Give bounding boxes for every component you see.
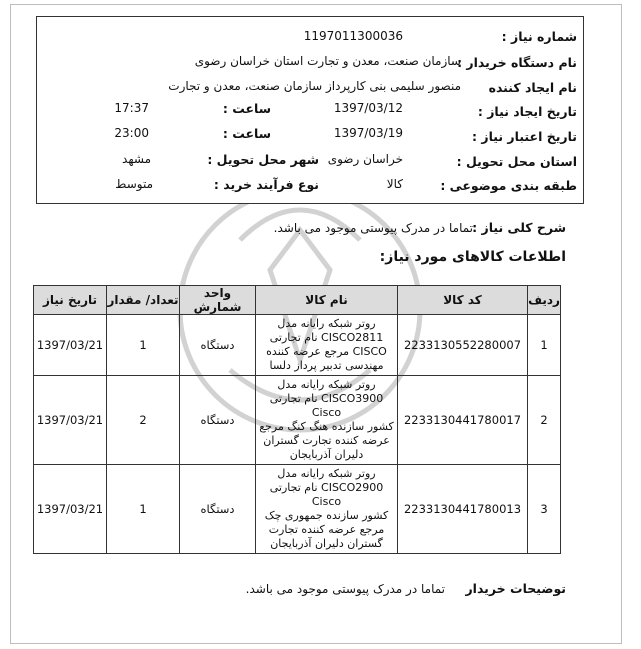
header-date: تاریخ نیاز — [34, 286, 107, 315]
process-value: متوسط — [115, 177, 153, 191]
items-table — [33, 285, 561, 554]
cell-name — [256, 315, 398, 376]
name-line: CISCO مرجع عرضه کننده — [266, 345, 387, 358]
process-label: نوع فرآیند خرید : — [213, 177, 319, 192]
delivery-city-value: مشهد — [122, 152, 151, 166]
cell-qty: 2 — [107, 376, 180, 465]
cell-date: 1397/03/21 — [34, 315, 107, 376]
cell-date: 1397/03/21 — [34, 465, 107, 554]
name-line: CISCO3900 نام تجارتی Cisco — [269, 392, 384, 419]
category-value: کالا — [386, 177, 403, 191]
cell-unit: دستگاه — [180, 376, 256, 465]
delivery-city-label: شهر محل تحویل : — [207, 152, 319, 167]
buyer-notes-value: تماما در مدرک پیوستی موجود می باشد. — [245, 582, 445, 596]
cell-date: 1397/03/21 — [34, 376, 107, 465]
buyer-org-value: سازمان صنعت، معدن و تجارت استان خراسان رضوی — [194, 54, 461, 68]
name-line: عرضه کننده تجارت گستران — [263, 434, 390, 447]
cell-unit: دستگاه — [180, 465, 256, 554]
header-code: کد کالا — [398, 286, 528, 315]
created-time-value: 17:37 — [114, 101, 149, 115]
cell-code: 2233130552280007 — [398, 315, 528, 376]
need-number-label: شماره نیاز : — [501, 29, 577, 44]
header-row-index: ردیف — [528, 286, 561, 315]
valid-time-label: ساعت : — [222, 126, 271, 141]
valid-date-label: تاریخ اعتبار نیاز : — [472, 129, 577, 144]
need-number-value: 1197011300036 — [303, 29, 403, 43]
summary-label: شرح کلی نیاز : — [472, 220, 566, 235]
name-line: روتر شبکه رایانه مدل — [277, 378, 376, 391]
table-row — [34, 465, 561, 554]
items-title: اطلاعات کالاهای مورد نیاز: — [379, 249, 566, 265]
creator-label: نام ایجاد کننده — [488, 80, 577, 95]
cell-name — [256, 465, 398, 554]
cell-unit: دستگاه — [180, 315, 256, 376]
header-qty: تعداد/ مقدار — [107, 286, 180, 315]
header-box — [36, 16, 584, 204]
table-row — [34, 376, 561, 465]
name-line: روتر شبکه رایانه مدل — [277, 317, 376, 330]
name-line: گستران دلیران آذربایجان — [270, 537, 383, 550]
cell-qty: 1 — [107, 315, 180, 376]
cell-row-index: 2 — [528, 376, 561, 465]
cell-code: 2233130441780017 — [398, 376, 528, 465]
header-unit: واحد شمارش — [180, 286, 256, 315]
buyer-org-label: نام دستگاه خریدار : — [457, 55, 577, 70]
cell-row-index: 1 — [528, 315, 561, 376]
cell-name — [256, 376, 398, 465]
name-line: کشور سازنده جمهوری چک — [264, 509, 389, 522]
valid-time-value: 23:00 — [114, 126, 149, 140]
table-header-row — [34, 286, 561, 315]
created-date-label: تاریخ ایجاد نیاز : — [477, 104, 577, 119]
created-date-value: 1397/03/12 — [333, 101, 403, 115]
name-line: CISCO2811 نام تجارتی — [269, 331, 384, 344]
header-name: نام کالا — [256, 286, 398, 315]
cell-row-index: 3 — [528, 465, 561, 554]
delivery-province-label: استان محل تحویل : — [456, 154, 577, 169]
name-line: مهندسی تدبیر پرداز دلسا — [269, 359, 384, 372]
cell-code: 2233130441780013 — [398, 465, 528, 554]
name-line: دلیران آذربایجان — [289, 448, 364, 461]
buyer-notes-label: توضیحات خریدار — [465, 581, 566, 596]
name-line: مرجع عرضه کننده تجارت — [268, 523, 385, 536]
name-line: روتر شبکه رایانه مدل — [277, 467, 376, 480]
table-row — [34, 315, 561, 376]
cell-qty: 1 — [107, 465, 180, 554]
summary-value: تماما در مدرک پیوستی موجود می باشد. — [273, 221, 473, 235]
name-line: کشور سازنده هنگ کنگ مرجع — [259, 420, 394, 433]
creator-value: منصور سلیمی بنی کارپرداز سازمان صنعت، معدن و تجارت — [168, 79, 461, 93]
name-line: CISCO2900 نام تجارتی Cisco — [269, 481, 384, 508]
delivery-province-value: خراسان رضوی — [327, 152, 403, 166]
valid-date-value: 1397/03/19 — [333, 126, 403, 140]
category-label: طبقه بندی موضوعی : — [440, 178, 577, 193]
created-time-label: ساعت : — [222, 101, 271, 116]
